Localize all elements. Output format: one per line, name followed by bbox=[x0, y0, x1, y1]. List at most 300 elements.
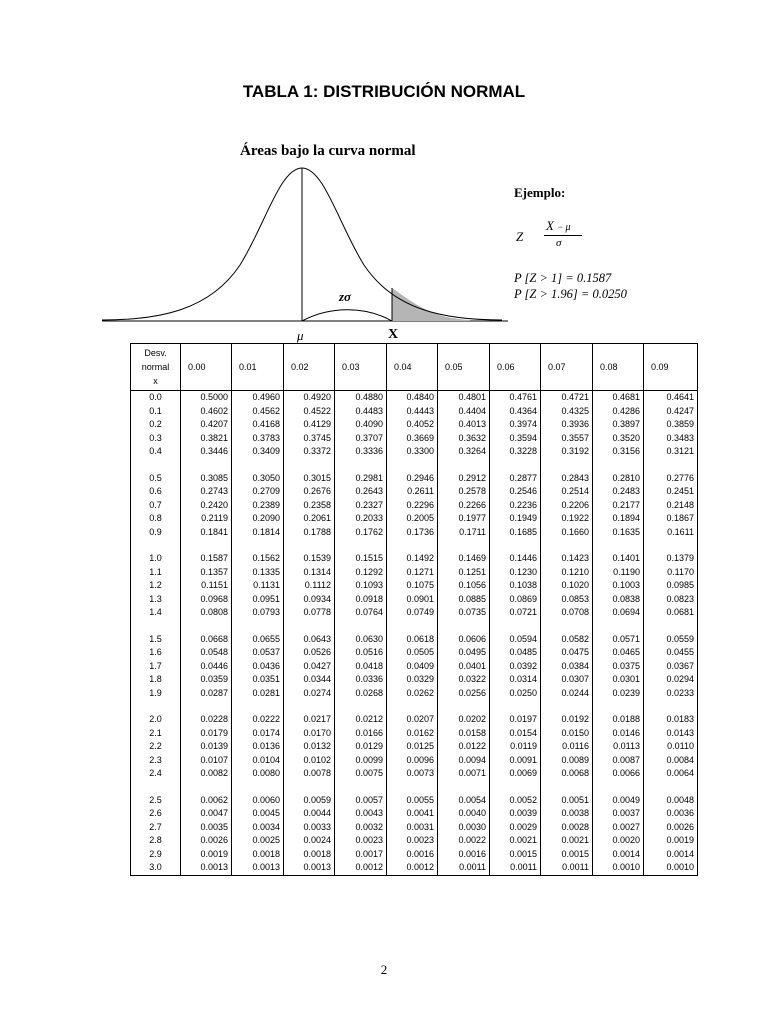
spacer-cell bbox=[541, 459, 593, 472]
table-row bbox=[131, 660, 698, 674]
probability-cell: 0.0336 bbox=[335, 673, 387, 687]
z-value: 2.7 bbox=[131, 821, 181, 835]
probability-cell: 0.0018 bbox=[232, 848, 284, 862]
probability-cell: 0.3483 bbox=[644, 432, 698, 446]
column-header: 0.08 bbox=[593, 344, 644, 391]
probability-cell: 0.3446 bbox=[181, 445, 232, 459]
probability-cell: 0.0023 bbox=[335, 834, 387, 848]
probability-cell: 0.0262 bbox=[387, 687, 438, 701]
spacer-cell bbox=[131, 459, 181, 472]
spacer-cell bbox=[438, 459, 490, 472]
probability-cell: 0.2420 bbox=[181, 499, 232, 513]
probability-cell: 0.2912 bbox=[438, 472, 490, 486]
probability-cell: 0.0359 bbox=[181, 673, 232, 687]
probability-cell: 0.0721 bbox=[490, 606, 541, 620]
spacer-cell bbox=[232, 459, 284, 472]
spacer-cell bbox=[541, 539, 593, 552]
probability-cell: 0.4602 bbox=[181, 405, 232, 419]
table-header-row bbox=[131, 344, 698, 391]
probability-cell: 0.3783 bbox=[232, 432, 284, 446]
spacer-cell bbox=[387, 620, 438, 633]
probability-cell: 0.1357 bbox=[181, 566, 232, 580]
z-value: 1.9 bbox=[131, 687, 181, 701]
spacer-cell bbox=[541, 700, 593, 713]
probability-cell: 0.1736 bbox=[387, 526, 438, 540]
formula-x: X bbox=[546, 218, 554, 233]
probability-cell: 0.0110 bbox=[644, 740, 698, 754]
probability-cell: 0.0037 bbox=[593, 807, 644, 821]
z-value: 2.9 bbox=[131, 848, 181, 862]
probability-cell: 0.0901 bbox=[387, 593, 438, 607]
probability-cell: 0.3228 bbox=[490, 445, 541, 459]
probability-cell: 0.4721 bbox=[541, 391, 593, 405]
probability-cell: 0.0154 bbox=[490, 727, 541, 741]
probability-cell: 0.0239 bbox=[593, 687, 644, 701]
probability-cell: 0.1210 bbox=[541, 566, 593, 580]
probability-cell: 0.0017 bbox=[335, 848, 387, 862]
spacer-cell bbox=[284, 781, 335, 794]
probability-cell: 0.0392 bbox=[490, 660, 541, 674]
probability-cell: 0.0010 bbox=[593, 861, 644, 875]
spacer-cell bbox=[232, 620, 284, 633]
table-row bbox=[131, 687, 698, 701]
probability-cell: 0.4404 bbox=[438, 405, 490, 419]
probability-cell: 0.3300 bbox=[387, 445, 438, 459]
probability-cell: 0.0793 bbox=[232, 606, 284, 620]
probability-cell: 0.0129 bbox=[335, 740, 387, 754]
z-value: 2.1 bbox=[131, 727, 181, 741]
probability-cell: 0.1230 bbox=[490, 566, 541, 580]
probability-cell: 0.0015 bbox=[541, 848, 593, 862]
table-row bbox=[131, 499, 698, 513]
probability-cell: 0.0764 bbox=[335, 606, 387, 620]
probability-cell: 0.0409 bbox=[387, 660, 438, 674]
probability-cell: 0.0301 bbox=[593, 673, 644, 687]
table-row bbox=[131, 861, 698, 875]
probability-cell: 0.0091 bbox=[490, 754, 541, 768]
spacer-cell bbox=[490, 781, 541, 794]
probability-cell: 0.0087 bbox=[593, 754, 644, 768]
probability-cell: 0.1922 bbox=[541, 512, 593, 526]
probability-cell: 0.1587 bbox=[181, 552, 232, 566]
probability-cell: 0.0013 bbox=[232, 861, 284, 875]
probability-cell: 0.0026 bbox=[644, 821, 698, 835]
header-line: Desv. bbox=[144, 348, 167, 358]
probability-cell: 0.0034 bbox=[232, 821, 284, 835]
probability-cell: 0.0116 bbox=[541, 740, 593, 754]
probability-cell: 0.0643 bbox=[284, 633, 335, 647]
probability-cell: 0.0047 bbox=[181, 807, 232, 821]
probability-cell: 0.0080 bbox=[232, 767, 284, 781]
spacer-cell bbox=[438, 781, 490, 794]
probability-cell: 0.0078 bbox=[284, 767, 335, 781]
probability-cell: 0.1562 bbox=[232, 552, 284, 566]
probability-cell: 0.0217 bbox=[284, 713, 335, 727]
z-value: 2.3 bbox=[131, 754, 181, 768]
group-spacer bbox=[131, 620, 698, 633]
probability-cell: 0.4761 bbox=[490, 391, 541, 405]
probability-cell: 0.1131 bbox=[232, 579, 284, 593]
probability-cell: 0.3707 bbox=[335, 432, 387, 446]
probability-cell: 0.0049 bbox=[593, 794, 644, 808]
probability-cell: 0.2946 bbox=[387, 472, 438, 486]
group-spacer bbox=[131, 459, 698, 472]
probability-cell: 0.3745 bbox=[284, 432, 335, 446]
probability-cell: 0.1635 bbox=[593, 526, 644, 540]
spacer-cell bbox=[131, 700, 181, 713]
table-row bbox=[131, 432, 698, 446]
spacer-cell bbox=[335, 459, 387, 472]
probability-cell: 0.0548 bbox=[181, 646, 232, 660]
spacer-cell bbox=[541, 620, 593, 633]
probability-cell: 0.0179 bbox=[181, 727, 232, 741]
column-header: 0.04 bbox=[387, 344, 438, 391]
probability-cell: 0.2266 bbox=[438, 499, 490, 513]
probability-cell: 0.0036 bbox=[644, 807, 698, 821]
spacer-cell bbox=[181, 700, 232, 713]
probability-cell: 0.4286 bbox=[593, 405, 644, 419]
probability-cell: 0.2148 bbox=[644, 499, 698, 513]
probability-cell: 0.0294 bbox=[644, 673, 698, 687]
probability-cell: 0.0143 bbox=[644, 727, 698, 741]
z-formula bbox=[514, 215, 634, 255]
spacer-cell bbox=[438, 539, 490, 552]
spacer-cell bbox=[284, 620, 335, 633]
probability-cell: 0.0322 bbox=[438, 673, 490, 687]
spacer-cell bbox=[232, 700, 284, 713]
table-row bbox=[131, 646, 698, 660]
spacer-cell bbox=[644, 700, 698, 713]
probability-cell: 0.0021 bbox=[490, 834, 541, 848]
probability-cell: 0.0436 bbox=[232, 660, 284, 674]
probability-cell: 0.0869 bbox=[490, 593, 541, 607]
probability-cell: 0.0113 bbox=[593, 740, 644, 754]
spacer-cell bbox=[181, 459, 232, 472]
formula-bar bbox=[544, 235, 582, 236]
probability-cell: 0.0029 bbox=[490, 821, 541, 835]
z-value: 1.2 bbox=[131, 579, 181, 593]
probability-cell: 0.0594 bbox=[490, 633, 541, 647]
probability-cell: 0.0068 bbox=[541, 767, 593, 781]
probability-cell: 0.0233 bbox=[644, 687, 698, 701]
table-row bbox=[131, 405, 698, 419]
probability-cell: 0.3015 bbox=[284, 472, 335, 486]
probability-cell: 0.0075 bbox=[335, 767, 387, 781]
probability-cell: 0.4443 bbox=[387, 405, 438, 419]
probability-cell: 0.0069 bbox=[490, 767, 541, 781]
probability-cell: 0.0020 bbox=[593, 834, 644, 848]
table-row bbox=[131, 848, 698, 862]
table-body bbox=[131, 391, 698, 876]
z-value: 0.8 bbox=[131, 512, 181, 526]
probability-cell: 0.0526 bbox=[284, 646, 335, 660]
probability-cell: 0.3821 bbox=[181, 432, 232, 446]
probability-cell: 0.2514 bbox=[541, 485, 593, 499]
table-row bbox=[131, 579, 698, 593]
probability-cell: 0.0329 bbox=[387, 673, 438, 687]
z-value: 1.0 bbox=[131, 552, 181, 566]
table-row bbox=[131, 512, 698, 526]
probability-cell: 0.0485 bbox=[490, 646, 541, 660]
probability-cell: 0.2296 bbox=[387, 499, 438, 513]
probability-cell: 0.0968 bbox=[181, 593, 232, 607]
probability-cell: 0.0351 bbox=[232, 673, 284, 687]
probability-cell: 0.0026 bbox=[181, 834, 232, 848]
probability-cell: 0.0427 bbox=[284, 660, 335, 674]
probability-cell: 0.0505 bbox=[387, 646, 438, 660]
probability-cell: 0.0559 bbox=[644, 633, 698, 647]
probability-cell: 0.0030 bbox=[438, 821, 490, 835]
probability-cell: 0.0207 bbox=[387, 713, 438, 727]
probability-cell: 0.2033 bbox=[335, 512, 387, 526]
spacer-cell bbox=[284, 539, 335, 552]
probability-cell: 0.3974 bbox=[490, 418, 541, 432]
probability-cell: 0.1038 bbox=[490, 579, 541, 593]
probability-cell: 0.0188 bbox=[593, 713, 644, 727]
probability-cell: 0.0256 bbox=[438, 687, 490, 701]
table-row bbox=[131, 633, 698, 647]
mu-label: μ bbox=[297, 328, 304, 343]
example-p2: P [Z > 1.96] = 0.0250 bbox=[514, 287, 627, 301]
probability-cell: 0.3632 bbox=[438, 432, 490, 446]
probability-cell: 0.2090 bbox=[232, 512, 284, 526]
probability-cell: 0.0122 bbox=[438, 740, 490, 754]
probability-cell: 0.0681 bbox=[644, 606, 698, 620]
z-value: 0.6 bbox=[131, 485, 181, 499]
probability-cell: 0.0475 bbox=[541, 646, 593, 660]
probability-cell: 0.1335 bbox=[232, 566, 284, 580]
page-number: 2 bbox=[380, 962, 388, 977]
probability-cell: 0.0055 bbox=[387, 794, 438, 808]
spacer-cell bbox=[387, 539, 438, 552]
probability-cell: 0.0823 bbox=[644, 593, 698, 607]
spacer-cell bbox=[181, 781, 232, 794]
probability-cell: 0.0102 bbox=[284, 754, 335, 768]
spacer-cell bbox=[490, 700, 541, 713]
probability-cell: 0.2177 bbox=[593, 499, 644, 513]
probability-cell: 0.4522 bbox=[284, 405, 335, 419]
probability-cell: 0.0630 bbox=[335, 633, 387, 647]
probability-cell: 0.2119 bbox=[181, 512, 232, 526]
probability-cell: 0.2483 bbox=[593, 485, 644, 499]
table-row bbox=[131, 767, 698, 781]
table-row bbox=[131, 606, 698, 620]
spacer-cell bbox=[387, 700, 438, 713]
spacer-cell bbox=[593, 620, 644, 633]
probability-cell: 0.1814 bbox=[232, 526, 284, 540]
probability-cell: 0.2061 bbox=[284, 512, 335, 526]
z-value: 0.4 bbox=[131, 445, 181, 459]
probability-cell: 0.0048 bbox=[644, 794, 698, 808]
spacer-cell bbox=[644, 459, 698, 472]
probability-cell: 0.0606 bbox=[438, 633, 490, 647]
probability-cell: 0.0082 bbox=[181, 767, 232, 781]
spacer-cell bbox=[131, 620, 181, 633]
table-row bbox=[131, 445, 698, 459]
header-desv-normal bbox=[131, 344, 181, 391]
probability-cell: 0.0107 bbox=[181, 754, 232, 768]
spacer-cell bbox=[335, 539, 387, 552]
formula-mu: μ bbox=[565, 222, 571, 233]
probability-cell: 0.4129 bbox=[284, 418, 335, 432]
probability-cell: 0.0314 bbox=[490, 673, 541, 687]
probability-cell: 0.0013 bbox=[284, 861, 335, 875]
probability-cell: 0.0150 bbox=[541, 727, 593, 741]
probability-cell: 0.0025 bbox=[232, 834, 284, 848]
probability-cell: 0.0139 bbox=[181, 740, 232, 754]
probability-cell: 0.0307 bbox=[541, 673, 593, 687]
probability-cell: 0.1271 bbox=[387, 566, 438, 580]
probability-cell: 0.0384 bbox=[541, 660, 593, 674]
probability-cell: 0.1423 bbox=[541, 552, 593, 566]
probability-cell: 0.2843 bbox=[541, 472, 593, 486]
probability-cell: 0.0934 bbox=[284, 593, 335, 607]
probability-cell: 0.0537 bbox=[232, 646, 284, 660]
probability-cell: 0.0015 bbox=[490, 848, 541, 862]
probability-cell: 0.4168 bbox=[232, 418, 284, 432]
probability-cell: 0.0016 bbox=[387, 848, 438, 862]
probability-cell: 0.3121 bbox=[644, 445, 698, 459]
table-row bbox=[131, 807, 698, 821]
probability-cell: 0.1711 bbox=[438, 526, 490, 540]
table-row bbox=[131, 526, 698, 540]
z-value: 0.5 bbox=[131, 472, 181, 486]
normal-curve-figure bbox=[100, 160, 510, 345]
example-p1: P [Z > 1] = 0.1587 bbox=[514, 271, 612, 285]
probability-cell: 0.1949 bbox=[490, 512, 541, 526]
spacer-cell bbox=[284, 700, 335, 713]
probability-cell: 0.0043 bbox=[335, 807, 387, 821]
spacer-cell bbox=[131, 781, 181, 794]
spacer-cell bbox=[593, 781, 644, 794]
probability-cell: 0.4052 bbox=[387, 418, 438, 432]
z-table bbox=[130, 343, 698, 876]
probability-cell: 0.0375 bbox=[593, 660, 644, 674]
probability-cell: 0.4013 bbox=[438, 418, 490, 432]
spacer-cell bbox=[644, 539, 698, 552]
table-row bbox=[131, 485, 698, 499]
probability-cell: 0.1762 bbox=[335, 526, 387, 540]
z-value: 2.4 bbox=[131, 767, 181, 781]
probability-cell: 0.0228 bbox=[181, 713, 232, 727]
probability-cell: 0.2578 bbox=[438, 485, 490, 499]
probability-cell: 0.4207 bbox=[181, 418, 232, 432]
spacer-cell bbox=[593, 700, 644, 713]
table-row bbox=[131, 821, 698, 835]
spacer-cell bbox=[335, 700, 387, 713]
probability-cell: 0.1170 bbox=[644, 566, 698, 580]
probability-cell: 0.2451 bbox=[644, 485, 698, 499]
z-value: 0.3 bbox=[131, 432, 181, 446]
z-value: 1.1 bbox=[131, 566, 181, 580]
group-spacer bbox=[131, 700, 698, 713]
probability-cell: 0.2877 bbox=[490, 472, 541, 486]
probability-cell: 0.3897 bbox=[593, 418, 644, 432]
table-row bbox=[131, 740, 698, 754]
probability-cell: 0.0268 bbox=[335, 687, 387, 701]
z-value: 2.8 bbox=[131, 834, 181, 848]
probability-cell: 0.0418 bbox=[335, 660, 387, 674]
spacer-cell bbox=[593, 459, 644, 472]
probability-cell: 0.0119 bbox=[490, 740, 541, 754]
table-row bbox=[131, 713, 698, 727]
z-value: 2.2 bbox=[131, 740, 181, 754]
column-header: 0.06 bbox=[490, 344, 541, 391]
probability-cell: 0.0099 bbox=[335, 754, 387, 768]
probability-cell: 0.1867 bbox=[644, 512, 698, 526]
table-row bbox=[131, 794, 698, 808]
probability-cell: 0.1977 bbox=[438, 512, 490, 526]
probability-cell: 0.0094 bbox=[438, 754, 490, 768]
spacer-cell bbox=[593, 539, 644, 552]
probability-cell: 0.0032 bbox=[335, 821, 387, 835]
formula-numerator: X − μ bbox=[546, 218, 571, 233]
probability-cell: 0.2981 bbox=[335, 472, 387, 486]
probability-cell: 0.0202 bbox=[438, 713, 490, 727]
probability-cell: 0.0222 bbox=[232, 713, 284, 727]
probability-cell: 0.2327 bbox=[335, 499, 387, 513]
probability-cell: 0.0051 bbox=[541, 794, 593, 808]
probability-cell: 0.0073 bbox=[387, 767, 438, 781]
spacer-cell bbox=[438, 620, 490, 633]
group-spacer bbox=[131, 539, 698, 552]
probability-cell: 0.0071 bbox=[438, 767, 490, 781]
spacer-cell bbox=[131, 539, 181, 552]
probability-cell: 0.0250 bbox=[490, 687, 541, 701]
probability-cell: 0.0985 bbox=[644, 579, 698, 593]
z-value: 1.8 bbox=[131, 673, 181, 687]
table-row bbox=[131, 552, 698, 566]
probability-cell: 0.0192 bbox=[541, 713, 593, 727]
probability-cell: 0.0749 bbox=[387, 606, 438, 620]
probability-cell: 0.0516 bbox=[335, 646, 387, 660]
probability-cell: 0.0655 bbox=[232, 633, 284, 647]
probability-cell: 0.4483 bbox=[335, 405, 387, 419]
probability-cell: 0.3264 bbox=[438, 445, 490, 459]
probability-cell: 0.4880 bbox=[335, 391, 387, 405]
probability-cell: 0.2005 bbox=[387, 512, 438, 526]
probability-cell: 0.2743 bbox=[181, 485, 232, 499]
probability-cell: 0.3372 bbox=[284, 445, 335, 459]
probability-cell: 0.0023 bbox=[387, 834, 438, 848]
probability-cell: 0.0125 bbox=[387, 740, 438, 754]
probability-cell: 0.1292 bbox=[335, 566, 387, 580]
probability-cell: 0.0951 bbox=[232, 593, 284, 607]
z-sigma-arc bbox=[302, 310, 392, 321]
probability-cell: 0.4247 bbox=[644, 405, 698, 419]
probability-cell: 0.0170 bbox=[284, 727, 335, 741]
spacer-cell bbox=[335, 781, 387, 794]
table-row bbox=[131, 566, 698, 580]
probability-cell: 0.0024 bbox=[284, 834, 335, 848]
probability-cell: 0.2236 bbox=[490, 499, 541, 513]
probability-cell: 0.0212 bbox=[335, 713, 387, 727]
probability-cell: 0.0084 bbox=[644, 754, 698, 768]
formula-z: Z bbox=[516, 229, 524, 244]
probability-cell: 0.0132 bbox=[284, 740, 335, 754]
probability-cell: 0.1190 bbox=[593, 566, 644, 580]
z-value: 1.6 bbox=[131, 646, 181, 660]
table-row bbox=[131, 472, 698, 486]
z-value: 0.7 bbox=[131, 499, 181, 513]
example-box bbox=[514, 185, 627, 301]
probability-cell: 0.3859 bbox=[644, 418, 698, 432]
example-label: Ejemplo: bbox=[514, 185, 566, 200]
probability-cell: 0.3192 bbox=[541, 445, 593, 459]
probability-cell: 0.1251 bbox=[438, 566, 490, 580]
spacer-cell bbox=[284, 459, 335, 472]
probability-cell: 0.0018 bbox=[284, 848, 335, 862]
